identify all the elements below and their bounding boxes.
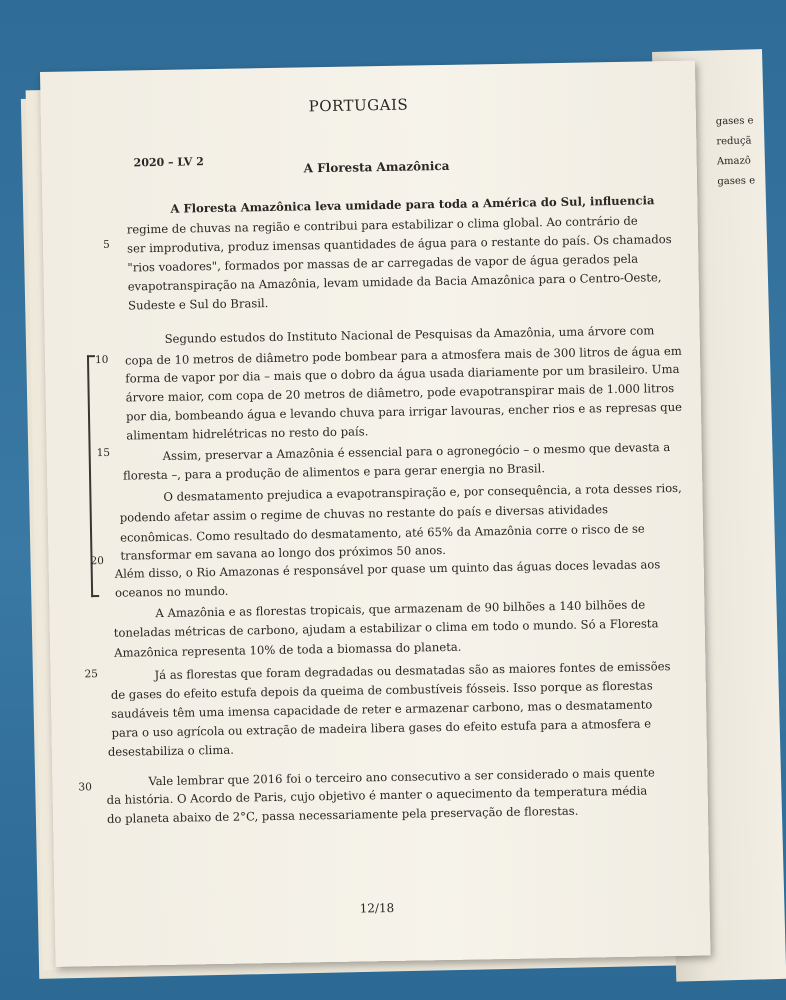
- text-line: para o uso agrícola ou extração de madeira libera gases do efeito estufa para a atmosfera e: [111, 716, 652, 740]
- text-line: forma de vapor por dia – mais que o dobro da água usada diariamente por um brasileiro. Uma: [125, 361, 680, 386]
- text-line: "rios voadores", formados por massas de ar carregadas de vapor de água gerados pela: [127, 251, 639, 275]
- text-line: copa de 10 metros de diâmetro pode bombear para a atmosfera mais de 300 litros de água em: [124, 343, 682, 368]
- text-line: Sudeste e Sul do Brasil.: [127, 296, 269, 313]
- text-line: saudáveis têm uma imensa capacidade de reter e armazenar carbono, mas o desmatamento: [111, 697, 653, 721]
- text-line: floresta –, para a produção de alimentos e para gerar energia no Brasil.: [122, 461, 546, 483]
- line-number: 25: [84, 668, 98, 681]
- text-line: O desmatamento prejudica a evapotranspiração e, por consequência, a rota desses rios,: [163, 480, 682, 504]
- line-number: 5: [102, 238, 110, 251]
- text-line: alimentam hidrelétricas no resto do país.: [126, 424, 369, 443]
- article-title: A Floresta Amazônica: [303, 158, 450, 176]
- text-line: da história. O Acordo de Paris, cujo objetivo é manter o aquecimento da temperatura média: [106, 783, 648, 807]
- text-line: econômicas. Como resultado do desmatamento, até 65% da Amazônia corre o risco de se: [120, 521, 645, 545]
- line-number: 30: [78, 781, 92, 794]
- exam-page: [40, 61, 711, 967]
- text-line: Já as florestas que foram degradadas ou desmatadas são as maiores fontes de emissões: [154, 659, 671, 683]
- text-line: árvore maior, com copa de 20 metros de diâmetro, pode evapotranspirar mais de 1.000 litros: [125, 380, 675, 405]
- page-footer: 12/18: [359, 900, 395, 916]
- line-number: 15: [96, 446, 111, 460]
- text-line: regime de chuvas na região e contribui para estabilizar o clima global. Ao contrário de: [126, 213, 638, 237]
- line-number: 20: [90, 554, 105, 568]
- facing-page-fragment: gases e: [715, 115, 754, 128]
- text-line: transformar em savana ao longo dos próximos 50 anos.: [120, 542, 447, 563]
- text-line: A Amazônia e as florestas tropicais, que armazenam de 90 bilhões a 140 bilhões de: [155, 597, 646, 621]
- text-line: ser improdutiva, produz imensas quantidades de água para o restante do país. Os chamados: [126, 232, 672, 256]
- text-line: de gases do efeito estufa depois da queima de combustíveis fósseis. Isso porque as florestas: [110, 678, 653, 702]
- text-line: por dia, bombeando água e levando chuva para irrigar lavouras, encher rios e as represas que: [125, 399, 683, 424]
- text-line: podendo afetar assim o regime de chuvas no restante do país e diversas atividades: [119, 502, 609, 525]
- text-line: Segundo estudos do Instituto Nacional de Pesquisas da Amazônia, uma árvore com: [164, 323, 655, 346]
- text-line: evapotranspiração na Amazônia, levam umidade da Bacia Amazônica para o Centro-Oeste,: [127, 270, 662, 294]
- text-line: Além disso, o Rio Amazonas é responsável por quase um quinto das águas doces levadas aos: [114, 557, 661, 581]
- facing-page-fragment: reduçã: [716, 135, 752, 148]
- exam-code: 2020 – LV 2: [133, 155, 204, 170]
- text-line: desestabiliza o clima.: [107, 742, 235, 759]
- text-line: oceanos no mundo.: [114, 583, 229, 600]
- text-line: A Floresta Amazônica leva umidade para toda a América do Sul, influencia: [170, 193, 655, 216]
- text-line: Amazônica representa 10% de toda a biomassa do planeta.: [114, 639, 462, 660]
- facing-page-fragment: gases e: [717, 175, 756, 188]
- text-line: toneladas métricas de carbono, ajudam a estabilizar o clima em todo o mundo. Só a Floresta: [113, 616, 659, 640]
- facing-page-fragment: Amazô: [716, 155, 751, 168]
- line-number: 10: [94, 353, 109, 367]
- page-header: PORTUGAIS: [308, 95, 409, 116]
- text-line: do planeta abaixo de 2°C, passa necessariamente pela preservação de florestas.: [106, 803, 579, 826]
- text-line: Vale lembrar que 2016 foi o terceiro ano consecutivo a ser considerado o mais quente: [148, 765, 655, 789]
- text-line: Assim, preservar a Amazônia é essencial para o agronegócio – o mesmo que devasta a: [162, 440, 671, 463]
